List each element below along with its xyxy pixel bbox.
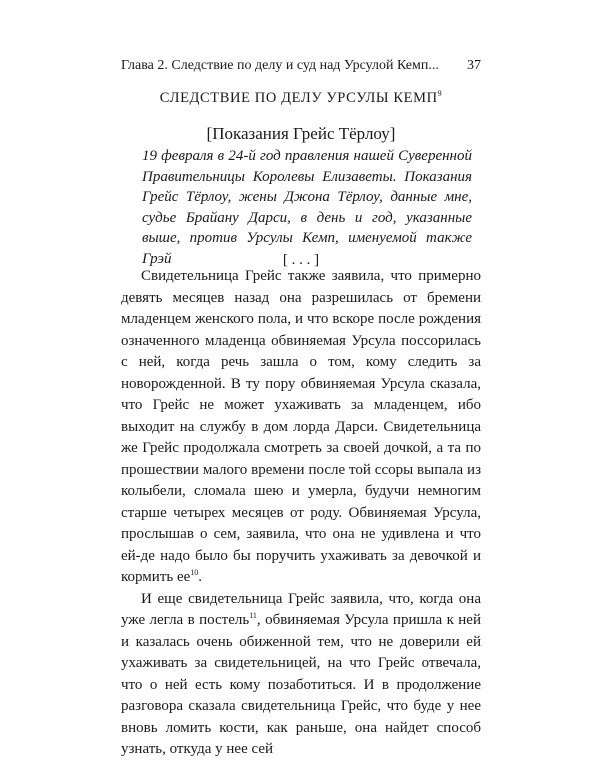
running-head <box>121 58 481 74</box>
paragraph-text: И еще свидетельница Грейс заявила, что, когда она уже легла в постель <box>121 590 481 628</box>
footnote-mark: 10 <box>190 568 199 577</box>
page-number: 37 <box>467 58 481 73</box>
body-text <box>121 266 481 761</box>
preamble: 19 февраля в 24-й год правления нашей Суверенной Правительницы Королевы Елизаветы. Показания Грейс Тёрлоу, жены Джона Тёрлоу, данные мне, судье Брайану Дарси, в день и год, указанные выше, против Урсулы Кемп, именуемой также Грэй <box>142 148 472 267</box>
paragraph <box>121 266 481 589</box>
footnote-mark: 11 <box>249 611 257 620</box>
paragraph-tail: . <box>198 569 203 585</box>
footnote-mark: 9 <box>437 89 443 99</box>
subsection-title: [Показания Грейс Тёрлоу] <box>206 124 396 143</box>
section-title-text: СЛЕДСТВИЕ ПО ДЕЛУ УРСУЛЫ КЕМП <box>159 90 438 106</box>
paragraph-tail: , обвиняемая Урсула пришла к ней и казалась очень обиженной тем, что не доверили ей ухаживать за свидетельницей, на что Грейс отвечала, что о ней есть кому позаботиться. И в продолжение разговора сказала свидетельница Грейс, что буде у нее вновь ломить кости, как раньше, она найдет способ узнать, откуда у нее сей <box>121 612 481 757</box>
running-title: Глава 2. Следствие по делу и суд над Урсулой Кемп... <box>121 58 439 73</box>
omission-mark: [ . . . ] <box>282 252 320 268</box>
section-title <box>121 90 481 107</box>
paragraph-text: Свидетельница Грейс также заявила, что примерно девять месяцев назад она разрешилась от бремени младенцем женского пола, и что вскоре после рождения означенного младенца обвиняемая Урсула поссорилась с ней, когда речь зашла о том, кому следить за новорожденной. В ту пору обвиняемая Урсула сказала, что Грейс не может ухаживать за младенцем, ибо выходит на службу в дом лорда Дарси. Свидетельница же Грейс продолжала смотреть за своей дочкой, а та по прошествии малого времени после той ссоры выпала из колыбели, сломала шею и умерла, будучи немногим старше четырех месяцев от роду. Обвиняемая Урсула, прослышав о сем, заявила, что она не удивлена и что ей-де надо было бы поручить ухаживать за девочкой и кормить ее <box>121 268 481 585</box>
paragraph <box>121 589 481 761</box>
